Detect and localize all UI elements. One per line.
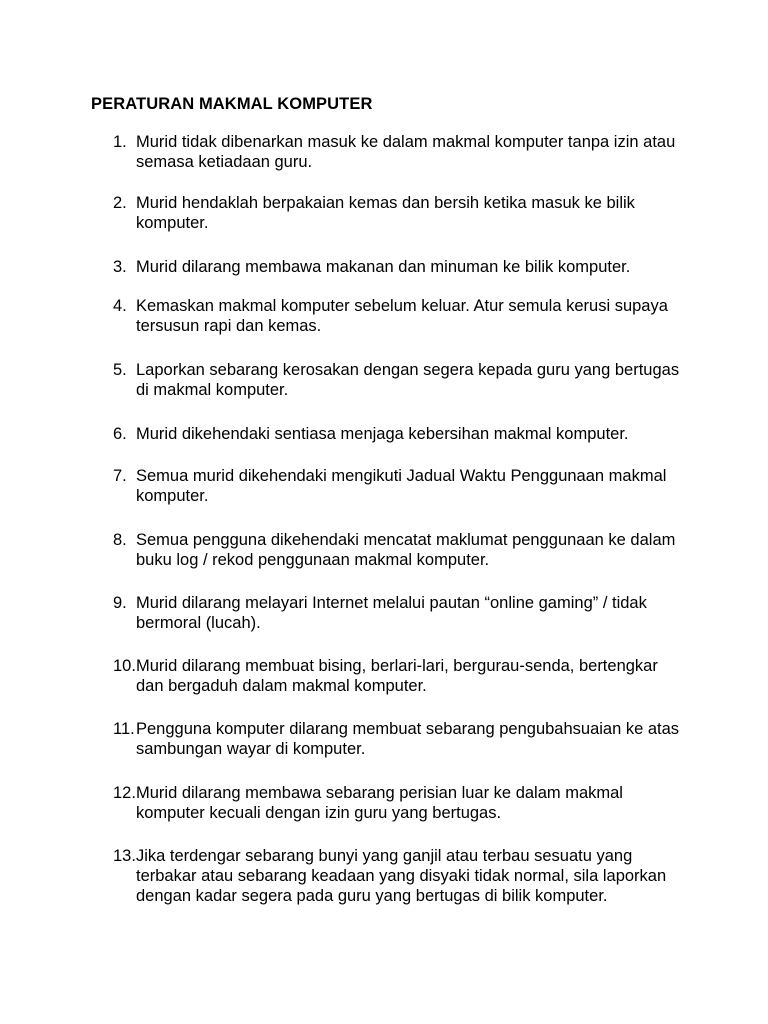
rule-text: Murid dilarang membawa sebarang perisian luar ke dalam makmal komputer kecuali dengan izin guru yang bertugas.	[136, 784, 623, 822]
rule-item	[113, 783, 683, 823]
rule-number: 6.	[113, 425, 127, 443]
rule-number: 8.	[113, 531, 127, 549]
rule-number: 3.	[113, 258, 127, 276]
rule-text: Laporkan sebarang kerosakan dengan segera kepada guru yang bertugas di makmal komputer.	[136, 361, 680, 399]
rule-number: 2.	[113, 194, 127, 212]
rule-number: 1.	[113, 133, 127, 151]
rule-number: 9.	[113, 594, 127, 612]
rule-number: 5.	[113, 361, 127, 379]
rule-number: 7.	[113, 467, 127, 485]
rule-number: 12.	[113, 784, 136, 802]
rule-text: Pengguna komputer dilarang membuat sebarang pengubahsuaian ke atas sambungan wayar di komputer.	[136, 720, 680, 758]
page-title: PERATURAN MAKMAL KOMPUTER	[91, 95, 373, 113]
rule-item	[113, 719, 683, 759]
rule-item	[113, 846, 683, 906]
rule-number: 10.	[113, 657, 136, 675]
rule-item	[113, 296, 683, 336]
rule-item	[113, 530, 683, 570]
rule-item	[113, 360, 683, 400]
rule-text: Murid dilarang melayari Internet melalui pautan “online gaming” / tidak bermoral (lucah).	[136, 594, 647, 632]
rule-text: Murid hendaklah berpakaian kemas dan bersih ketika masuk ke bilik komputer.	[136, 194, 635, 232]
rule-item	[113, 466, 683, 506]
rule-item	[113, 424, 683, 444]
rule-text: Murid tidak dibenarkan masuk ke dalam makmal komputer tanpa izin atau semasa ketiadaan guru.	[136, 133, 676, 171]
rule-text: Semua pengguna dikehendaki mencatat maklumat penggunaan ke dalam buku log / rekod penggunaan makmal komputer.	[136, 531, 676, 569]
rule-text: Jika terdengar sebarang bunyi yang ganjil atau terbau sesuatu yang terbakar atau sebarang keadaan yang disyaki tidak normal, sila laporkan dengan kadar segera pada guru yang bertugas di bilik komputer.	[136, 847, 667, 905]
rule-number: 13.	[113, 847, 136, 865]
rule-number: 11.	[113, 720, 135, 738]
rule-text: Kemaskan makmal komputer sebelum keluar. Atur semula kerusi supaya tersusun rapi dan kemas.	[136, 297, 668, 335]
rule-text: Murid dikehendaki sentiasa menjaga kebersihan makmal komputer.	[136, 425, 629, 443]
rule-text: Murid dilarang membuat bising, berlari-lari, bergurau-senda, bertengkar dan bergaduh dalam makmal komputer.	[136, 657, 658, 695]
rule-number: 4.	[113, 297, 127, 315]
rule-text: Semua murid dikehendaki mengikuti Jadual Waktu Penggunaan makmal komputer.	[136, 467, 667, 505]
rule-item	[113, 257, 683, 277]
rule-item	[113, 656, 683, 696]
rule-item	[113, 193, 683, 233]
rule-item	[113, 593, 683, 633]
rule-item	[113, 132, 683, 172]
rule-text: Murid dilarang membawa makanan dan minuman ke bilik komputer.	[136, 258, 631, 276]
